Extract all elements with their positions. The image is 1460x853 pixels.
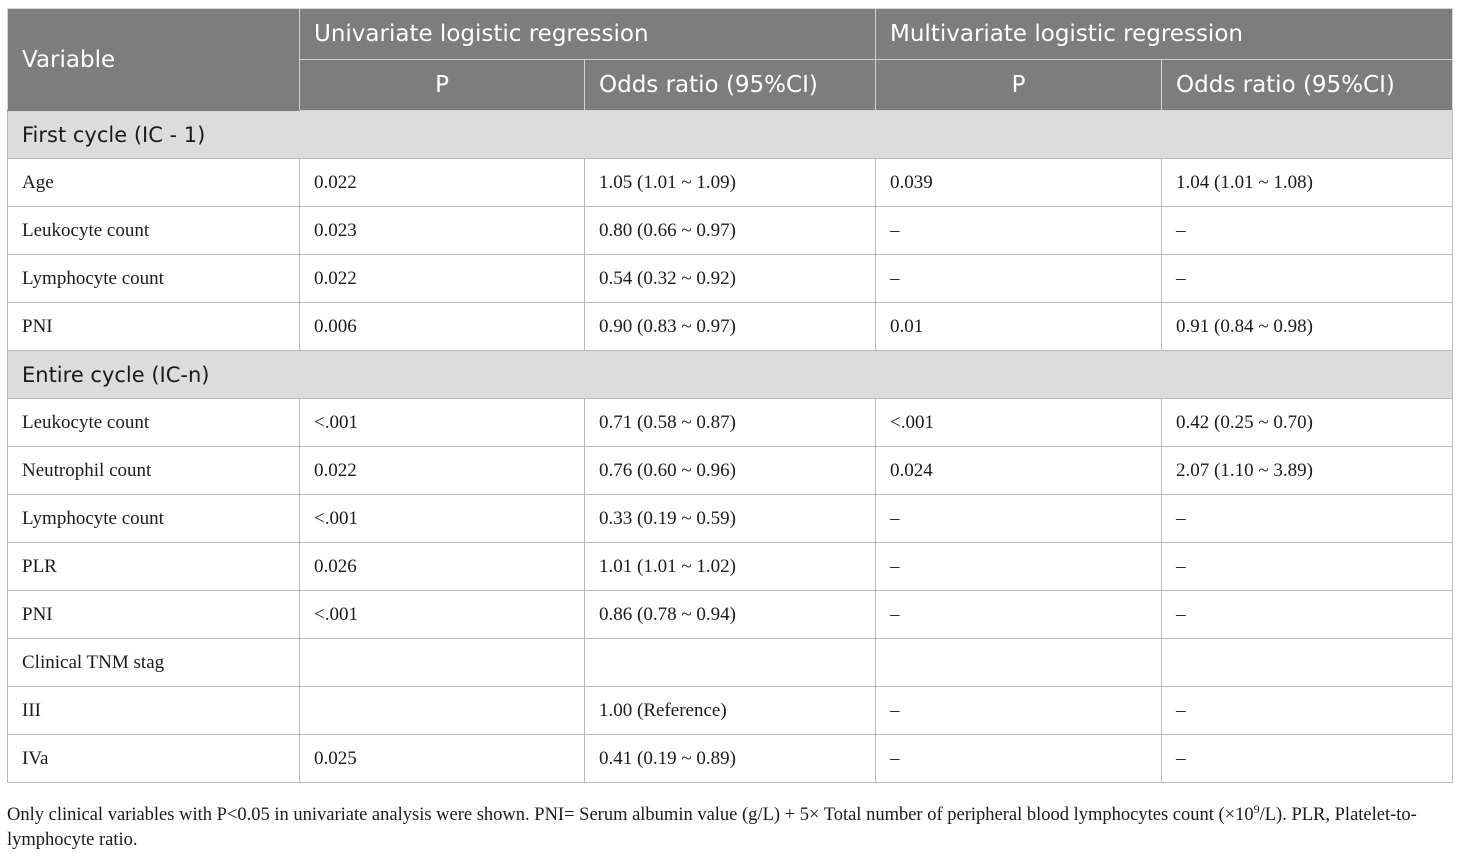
regression-table-container xyxy=(7,8,1452,783)
regression-table xyxy=(7,8,1453,783)
cell-multivariate-p: – xyxy=(876,543,1162,591)
cell-multivariate-odds-ratio: – xyxy=(1162,591,1453,639)
table-row xyxy=(8,303,1453,351)
section-title: Entire cycle (IC-n) xyxy=(8,351,1453,399)
cell-variable: Neutrophil count xyxy=(8,447,300,495)
table-row xyxy=(8,495,1453,543)
cell-univariate-odds-ratio: 0.41 (0.19 ~ 0.89) xyxy=(585,735,876,783)
cell-univariate-p: 0.025 xyxy=(300,735,585,783)
cell-variable: IVa xyxy=(8,735,300,783)
cell-multivariate-odds-ratio: 1.04 (1.01 ~ 1.08) xyxy=(1162,159,1453,207)
header-variable: Variable xyxy=(8,9,300,111)
cell-univariate-odds-ratio: 1.00 (Reference) xyxy=(585,687,876,735)
cell-univariate-p: <.001 xyxy=(300,591,585,639)
footnote-text-end: /L). PLR, Platelet-to-lymphocyte ratio. xyxy=(7,805,1417,851)
table-row xyxy=(8,543,1453,591)
header-univariate: Univariate logistic regression xyxy=(300,9,876,60)
cell-multivariate-odds-ratio: 0.42 (0.25 ~ 0.70) xyxy=(1162,399,1453,447)
cell-multivariate-odds-ratio: 2.07 (1.10 ~ 3.89) xyxy=(1162,447,1453,495)
cell-univariate-odds-ratio: 0.33 (0.19 ~ 0.59) xyxy=(585,495,876,543)
table-row xyxy=(8,255,1453,303)
cell-multivariate-p: – xyxy=(876,687,1162,735)
header-multivariate-odds-ratio: Odds ratio (95%CI) xyxy=(1162,60,1453,111)
cell-variable: Clinical TNM stag xyxy=(8,639,300,687)
cell-variable: Leukocyte count xyxy=(8,399,300,447)
cell-multivariate-p xyxy=(876,639,1162,687)
cell-multivariate-p: – xyxy=(876,495,1162,543)
cell-multivariate-odds-ratio: – xyxy=(1162,207,1453,255)
cell-multivariate-p: 0.039 xyxy=(876,159,1162,207)
cell-multivariate-p: – xyxy=(876,207,1162,255)
cell-univariate-odds-ratio: 0.86 (0.78 ~ 0.94) xyxy=(585,591,876,639)
cell-multivariate-p: <.001 xyxy=(876,399,1162,447)
table-row xyxy=(8,447,1453,495)
table-row xyxy=(8,687,1453,735)
cell-multivariate-odds-ratio: – xyxy=(1162,735,1453,783)
table-row xyxy=(8,735,1453,783)
cell-univariate-p: 0.006 xyxy=(300,303,585,351)
footnote-text: Only clinical variables with P<0.05 in univariate analysis were shown. PNI= Serum albumin value (g/L) + 5× Total number of peripheral blood lymphocytes count (×10 xyxy=(7,805,1254,826)
cell-multivariate-odds-ratio xyxy=(1162,639,1453,687)
cell-multivariate-p: 0.01 xyxy=(876,303,1162,351)
cell-variable: Lymphocyte count xyxy=(8,255,300,303)
cell-multivariate-odds-ratio: – xyxy=(1162,255,1453,303)
header-univariate-odds-ratio: Odds ratio (95%CI) xyxy=(585,60,876,111)
table-row xyxy=(8,207,1453,255)
cell-univariate-p: 0.022 xyxy=(300,447,585,495)
header-multivariate: Multivariate logistic regression xyxy=(876,9,1453,60)
cell-variable: PLR xyxy=(8,543,300,591)
cell-multivariate-odds-ratio: 0.91 (0.84 ~ 0.98) xyxy=(1162,303,1453,351)
cell-univariate-p: 0.023 xyxy=(300,207,585,255)
cell-univariate-odds-ratio: 0.76 (0.60 ~ 0.96) xyxy=(585,447,876,495)
cell-variable: Lymphocyte count xyxy=(8,495,300,543)
section-title: First cycle (IC - 1) xyxy=(8,111,1453,159)
cell-univariate-odds-ratio: 1.01 (1.01 ~ 1.02) xyxy=(585,543,876,591)
table-footnote xyxy=(7,797,1455,853)
cell-variable: PNI xyxy=(8,591,300,639)
cell-univariate-odds-ratio: 0.90 (0.83 ~ 0.97) xyxy=(585,303,876,351)
cell-univariate-p: 0.022 xyxy=(300,159,585,207)
cell-univariate-p: <.001 xyxy=(300,495,585,543)
cell-univariate-odds-ratio: 0.54 (0.32 ~ 0.92) xyxy=(585,255,876,303)
table-row xyxy=(8,399,1453,447)
header-univariate-p: P xyxy=(300,60,585,111)
cell-variable: III xyxy=(8,687,300,735)
section-row xyxy=(8,351,1453,399)
cell-multivariate-odds-ratio: – xyxy=(1162,687,1453,735)
table-row xyxy=(8,639,1453,687)
cell-multivariate-p: – xyxy=(876,255,1162,303)
cell-multivariate-p: – xyxy=(876,735,1162,783)
cell-univariate-p: 0.026 xyxy=(300,543,585,591)
section-row xyxy=(8,111,1453,159)
cell-multivariate-odds-ratio: – xyxy=(1162,495,1453,543)
table-row xyxy=(8,159,1453,207)
cell-multivariate-p: – xyxy=(876,591,1162,639)
cell-variable: Leukocyte count xyxy=(8,207,300,255)
cell-multivariate-odds-ratio: – xyxy=(1162,543,1453,591)
cell-univariate-odds-ratio: 0.71 (0.58 ~ 0.87) xyxy=(585,399,876,447)
table-row xyxy=(8,591,1453,639)
cell-variable: Age xyxy=(8,159,300,207)
header-multivariate-p: P xyxy=(876,60,1162,111)
cell-variable: PNI xyxy=(8,303,300,351)
table-body xyxy=(8,111,1453,783)
table-header xyxy=(8,9,1453,111)
cell-multivariate-p: 0.024 xyxy=(876,447,1162,495)
footnote-superscript: 9 xyxy=(1253,802,1260,816)
cell-univariate-p: 0.022 xyxy=(300,255,585,303)
cell-univariate-p xyxy=(300,639,585,687)
cell-univariate-p xyxy=(300,687,585,735)
cell-univariate-p: <.001 xyxy=(300,399,585,447)
cell-univariate-odds-ratio: 0.80 (0.66 ~ 0.97) xyxy=(585,207,876,255)
cell-univariate-odds-ratio xyxy=(585,639,876,687)
cell-univariate-odds-ratio: 1.05 (1.01 ~ 1.09) xyxy=(585,159,876,207)
